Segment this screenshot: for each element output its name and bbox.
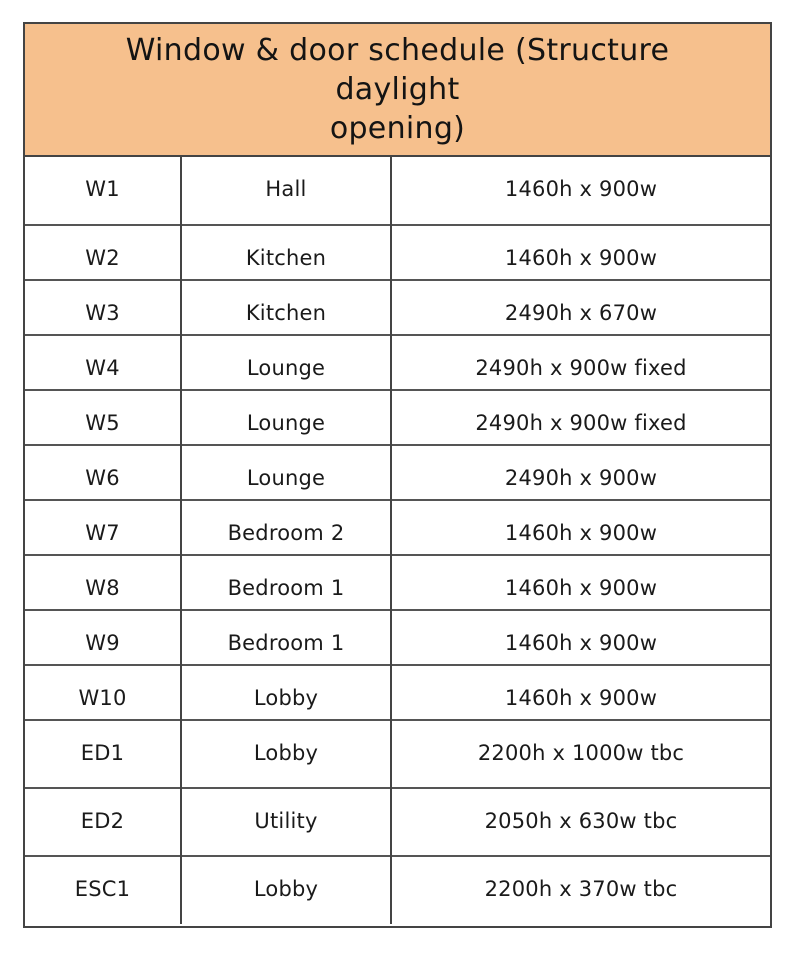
table-row [25, 157, 770, 225]
opening-size: 2200h x 370w tbc [391, 856, 770, 924]
opening-size: 2490h x 900w [391, 445, 770, 500]
room-name: Lounge [181, 390, 391, 445]
room-name: Kitchen [181, 280, 391, 335]
opening-size: 1460h x 900w [391, 610, 770, 665]
opening-ref: W5 [25, 390, 181, 445]
room-name: Lobby [181, 720, 391, 788]
window-door-schedule [23, 22, 772, 928]
opening-ref: W1 [85, 177, 120, 201]
table-row [25, 856, 770, 924]
opening-ref: ED2 [25, 788, 181, 856]
table-row [25, 225, 770, 280]
opening-size: 2490h x 900w fixed [391, 390, 770, 445]
room-name: Lobby [181, 665, 391, 720]
opening-ref: W6 [25, 445, 181, 500]
room-name: Kitchen [181, 225, 391, 280]
opening-size: 1460h x 900w [391, 665, 770, 720]
table-row [25, 720, 770, 788]
room-name: Hall [181, 157, 391, 225]
opening-size: 1460h x 900w [391, 500, 770, 555]
schedule-table [25, 157, 770, 924]
opening-size: 1460h x 900w [391, 555, 770, 610]
opening-ref: ESC1 [25, 856, 181, 924]
room-name: Bedroom 1 [181, 610, 391, 665]
table-row [25, 390, 770, 445]
opening-size: 2050h x 630w tbc [391, 788, 770, 856]
table-row [25, 335, 770, 390]
room-name: Lounge [181, 335, 391, 390]
table-row [25, 610, 770, 665]
opening-size: 2200h x 1000w tbc [391, 720, 770, 788]
opening-size: 1460h x 900w [391, 225, 770, 280]
opening-ref: W7 [25, 500, 181, 555]
room-name: Lobby [181, 856, 391, 924]
schedule-header [25, 24, 770, 157]
opening-ref: W2 [25, 225, 181, 280]
table-row [25, 555, 770, 610]
opening-size: 2490h x 670w [391, 280, 770, 335]
table-row [25, 500, 770, 555]
room-name: Bedroom 1 [181, 555, 391, 610]
room-name: Utility [181, 788, 391, 856]
opening-ref: W3 [25, 280, 181, 335]
schedule-title: Window & door schedule (Structure daylight opening) [125, 33, 670, 146]
opening-ref: W9 [25, 610, 181, 665]
table-row [25, 280, 770, 335]
table-row [25, 665, 770, 720]
room-name: Lounge [181, 445, 391, 500]
opening-size: 1460h x 900w [391, 157, 770, 225]
opening-ref: ED1 [25, 720, 181, 788]
table-row [25, 788, 770, 856]
table-row [25, 445, 770, 500]
opening-ref: W10 [25, 665, 181, 720]
opening-ref: W8 [25, 555, 181, 610]
opening-ref: W4 [25, 335, 181, 390]
opening-size: 2490h x 900w fixed [391, 335, 770, 390]
room-name: Bedroom 2 [181, 500, 391, 555]
